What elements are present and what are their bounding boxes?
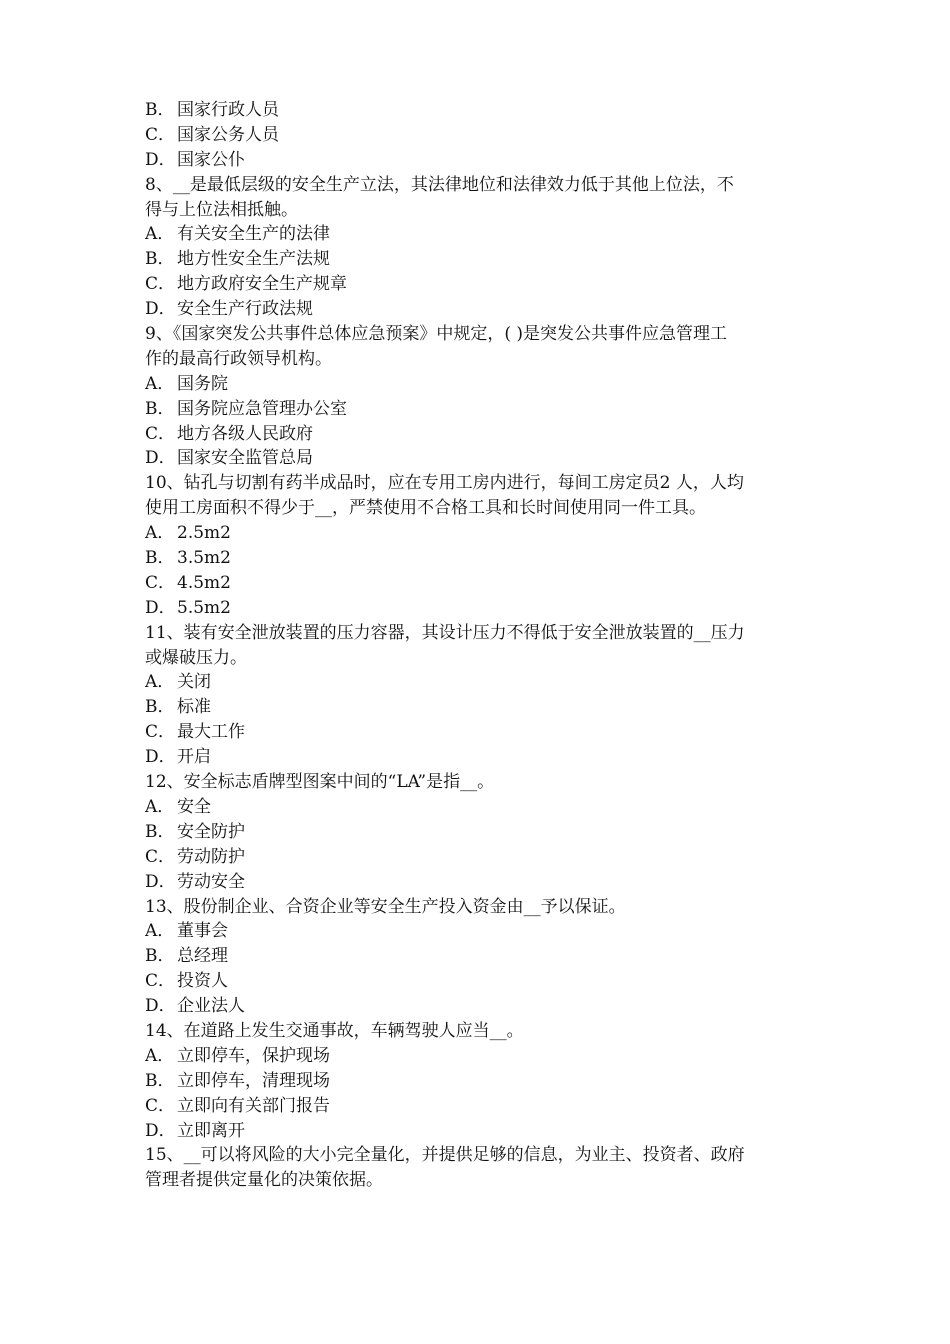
option-letter: B． <box>145 398 175 419</box>
answer-option <box>145 944 817 969</box>
option-letter: C． <box>145 572 176 593</box>
answer-option <box>145 446 817 471</box>
question-text: 管理者提供定量化的决策依据。 <box>145 1170 383 1191</box>
option-letter: A． <box>145 1045 175 1066</box>
option-text: 立即停车，保护现场 <box>177 1045 330 1066</box>
question-block <box>145 621 817 770</box>
answer-option <box>145 919 817 944</box>
answer-option <box>145 870 817 895</box>
question-text: 12、安全标志盾牌型图案中间的“LA”是指__。 <box>145 772 495 793</box>
question-text: 15、__可以将风险的大小完全量化，并提供足够的信息，为业主、投资者、政府 <box>145 1145 745 1166</box>
option-text: 地方各级人民政府 <box>177 423 313 444</box>
option-letter: B． <box>145 548 175 569</box>
option-letter: C． <box>145 423 176 444</box>
answer-option <box>145 98 817 123</box>
option-text: 立即向有关部门报告 <box>177 1095 330 1116</box>
answer-option <box>145 422 817 447</box>
answer-option <box>145 222 817 247</box>
option-letter: A． <box>145 796 175 817</box>
option-letter: D． <box>145 149 176 170</box>
question-text: 或爆破压力。 <box>145 647 247 668</box>
question-block <box>145 895 817 1019</box>
option-letter: D． <box>145 597 176 618</box>
option-text: 企业法人 <box>177 996 245 1017</box>
option-text: 国务院应急管理办公室 <box>177 398 347 419</box>
option-letter: B． <box>145 100 175 120</box>
answer-option <box>145 297 817 322</box>
question-text: 8、__是最低层级的安全生产立法，其法律地位和法律效力低于其他上位法，不 <box>145 174 734 195</box>
question-text: 得与上位法相抵触。 <box>145 199 298 220</box>
option-letter: C． <box>145 971 176 992</box>
option-text: 国家安全监管总局 <box>177 448 313 469</box>
option-letter: B． <box>145 946 175 967</box>
option-text: 国家公务人员 <box>177 124 279 145</box>
option-letter: B． <box>145 821 175 842</box>
question-text: 作的最高行政领导机构。 <box>145 348 332 369</box>
answer-option <box>145 571 817 596</box>
question-block <box>145 1143 817 1193</box>
option-text: 投资人 <box>177 971 228 992</box>
option-letter: C． <box>145 274 176 295</box>
option-text: 总经理 <box>177 946 228 967</box>
option-text: 2.5m2 <box>177 523 231 544</box>
question-block <box>145 173 817 322</box>
option-letter: B． <box>145 1070 175 1091</box>
answer-option <box>145 845 817 870</box>
answer-option <box>145 1119 817 1144</box>
answer-option <box>145 521 817 546</box>
answer-option <box>145 795 817 820</box>
option-letter: C． <box>145 846 176 867</box>
option-letter: A． <box>145 921 175 942</box>
answer-option <box>145 670 817 695</box>
option-letter: C． <box>145 124 176 145</box>
question-block <box>145 471 817 620</box>
answer-option <box>145 1044 817 1069</box>
option-letter: A． <box>145 523 175 544</box>
option-letter: B． <box>145 249 175 270</box>
answer-option <box>145 1094 817 1119</box>
option-text: 劳动防护 <box>177 846 245 867</box>
question-block <box>145 322 817 471</box>
option-text: 国家行政人员 <box>177 100 279 120</box>
question-text: 11、装有安全泄放装置的压力容器，其设计压力不得低于安全泄放装置的__压力 <box>145 622 745 643</box>
option-letter: D． <box>145 299 176 320</box>
answer-option <box>145 247 817 272</box>
answer-option <box>145 695 817 720</box>
answer-option <box>145 969 817 994</box>
option-text: 关闭 <box>177 672 211 693</box>
option-letter: A． <box>145 224 175 245</box>
answer-option <box>145 372 817 397</box>
answer-option <box>145 272 817 297</box>
option-text: 3.5m2 <box>177 548 231 569</box>
option-text: 地方政府安全生产规章 <box>177 274 347 295</box>
document-page <box>145 98 817 1193</box>
option-text: 安全 <box>177 796 211 817</box>
option-letter: C． <box>145 722 176 743</box>
answer-option <box>145 148 817 173</box>
option-text: 最大工作 <box>177 722 245 743</box>
answer-option <box>145 1069 817 1094</box>
option-text: 有关安全生产的法律 <box>177 224 330 245</box>
answer-option <box>145 720 817 745</box>
option-text: 立即停车，清理现场 <box>177 1070 330 1091</box>
option-text: 立即离开 <box>177 1120 245 1141</box>
option-text: 董事会 <box>177 921 228 942</box>
question-text: 10、钻孔与切割有药半成品时，应在专用工房内进行，每间工房定员2 人，人均 <box>145 473 744 494</box>
question-text: 9、《国家突发公共事件总体应急预案》中规定，( )是突发公共事件应急管理工 <box>145 324 727 345</box>
option-letter: B． <box>145 697 175 718</box>
question-text: 13、股份制企业、合资企业等安全生产投入资金由__予以保证。 <box>145 896 626 917</box>
answer-option <box>145 596 817 621</box>
question-text: 14、在道路上发生交通事故，车辆驾驶人应当__。 <box>145 1020 524 1041</box>
option-text: 4.5m2 <box>177 572 231 593</box>
option-letter: D． <box>145 448 176 469</box>
option-letter: D． <box>145 871 176 892</box>
option-text: 5.5m2 <box>177 597 231 618</box>
option-letter: A． <box>145 373 175 394</box>
question-block <box>145 1019 817 1143</box>
option-text: 安全防护 <box>177 821 245 842</box>
option-text: 标准 <box>177 697 211 718</box>
answer-option <box>145 397 817 422</box>
answer-option <box>145 546 817 571</box>
question-text: 使用工房面积不得少于__，严禁使用不合格工具和长时间使用同一件工具。 <box>145 498 706 519</box>
option-text: 劳动安全 <box>177 871 245 892</box>
option-text: 开启 <box>177 747 211 768</box>
answer-option <box>145 123 817 148</box>
question-block <box>145 770 817 894</box>
option-text: 地方性安全生产法规 <box>177 249 330 270</box>
answer-option <box>145 994 817 1019</box>
option-text: 安全生产行政法规 <box>177 299 313 320</box>
option-text: 国务院 <box>177 373 228 394</box>
answer-option <box>145 820 817 845</box>
answer-option <box>145 745 817 770</box>
option-letter: C． <box>145 1095 176 1116</box>
option-text: 国家公仆 <box>177 149 245 170</box>
option-letter: D． <box>145 1120 176 1141</box>
option-letter: A． <box>145 672 175 693</box>
option-letter: D． <box>145 747 176 768</box>
option-letter: D． <box>145 996 176 1017</box>
